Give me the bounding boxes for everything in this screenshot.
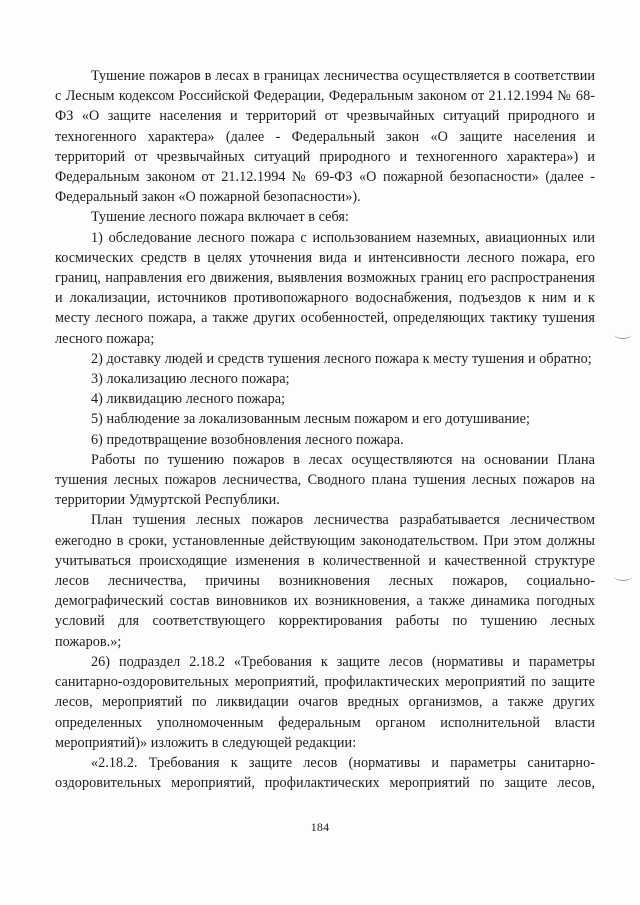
list-item-6-prevention: 6) предотвращение возобновления лесного пожара. [91,431,404,448]
paragraph-fire-suppression-includes: Тушение лесного пожара включает в себя: [91,209,349,226]
paragraph-fire-suppression-legal-basis: Тушение пожаров в лесах в границах лесничества осуществляется в соответствии с Лесным кодексом Российской Федерации, Федеральным законом от 21.12.1994 № 68-ФЗ «О защите населения и территорий от чрезвычайных ситуаций природного и техногенного характера» (далее - Федеральный закон «О защите населения и территорий от чрезвычайных ситуаций природного и техногенного характера») и Федеральным законом от 21.12.1994 № 69-ФЗ «О пожарной безопасности» (далее - Федеральный закон «О пожарной безопасности»). [55,68,595,206]
body-text [55,66,595,793]
paragraph-work-basis: Работы по тушению пожаров в лесах осуществляются на основании Плана тушения лесных пожаров лесничества, Сводного плана тушения лесных пожаров на территории Удмуртской Республики. [55,451,595,509]
page-number: 184 [310,820,330,834]
paragraph-subsection-26: 26) подраздел 2.18.2 «Требования к защите лесов (нормативы и параметры санитарно-оздоровительных мероприятий, профилактических мероприятий по защите лесов, мероприятий по ликвидации очагов вредных организмов, а также других определенных уполномоченным федеральным органом исполнительной власти мероприятий)» изложить в следующей редакции: [55,653,595,751]
list-item-2-delivery: 2) доставку людей и средств тушения лесного пожара к месту тушения и обратно; [91,350,592,367]
margin-mark [614,572,632,581]
list-item-5-observation: 5) наблюдение за локализованным лесным пожаром и его дотушивание; [91,411,531,428]
paragraph-2-18-2-start: «2.18.2. Требования к защите лесов (нормативы и параметры санитарно-оздоровительных мероприятий, профилактических мероприятий по защите лесов, [55,754,595,792]
list-item-1-survey: 1) обследование лесного пожара с использованием наземных, авиационных или космических средств в целях уточнения вида и интенсивности лесного пожара, его границ, направления его движения, выявления возможных границ его распространения и локализации, источников противопожарного водоснабжения, подъездов к ним и к месту лесного пожара, а также других особенностей, определяющих тактику тушения лесного пожара; [55,229,595,347]
margin-mark [614,330,632,339]
list-item-3-localization: 3) локализацию лесного пожара; [91,371,290,388]
list-item-4-liquidation: 4) ликвидацию лесного пожара; [91,391,286,408]
paragraph-fire-plan: План тушения лесных пожаров лесничества разрабатывается лесничеством ежегодно в сроки, установленные действующим законодательством. При этом должны учитываться происходящие изменения в количественной и качественной структуре лесов лесничества, причины возникновения лесных пожаров, социально-демографический состав виновников их возникновения, а также динамика погодных условий для соответствующего корректирования работы по тушению лесных пожаров.»; [55,512,595,650]
